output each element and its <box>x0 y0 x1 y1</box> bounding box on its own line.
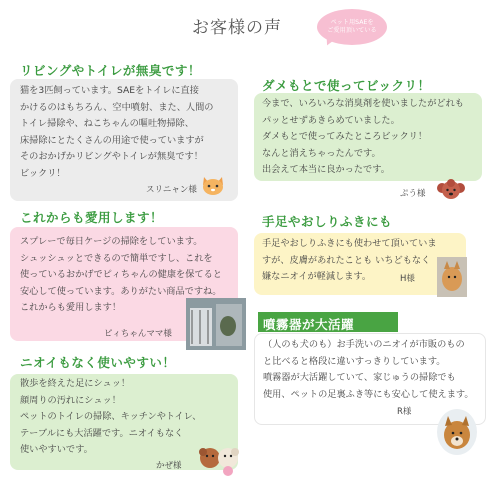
section-heading-continue: これからも愛用します！ <box>20 210 164 225</box>
signature: H様 <box>400 274 415 284</box>
testimonial-card <box>254 93 482 181</box>
shiba-dog-photo-icon <box>436 408 478 456</box>
testimonial-card <box>254 233 466 295</box>
text-line: なんと消えちゃったんです。 <box>262 147 381 159</box>
text-line: 安心して使っています。ありがたい商品ですね。 <box>20 285 222 297</box>
text-line: パッとせずあきらめていました。 <box>262 114 400 126</box>
text-line: 使っているおかげでピィちゃんの健康を保てると <box>20 269 222 280</box>
text-line: 使用、ペットの足裏ふき等にも安心して使えます。 <box>263 388 474 400</box>
text-line: （人のも犬のも）お手洗いのニオイが市販のもの <box>263 339 465 350</box>
text-line: 嫌なニオイが軽減します。 <box>262 271 372 282</box>
section-heading-wipes: 手足やおしりふきにも <box>262 214 393 229</box>
text-line: すが、皮膚があれたことも いちどもなく <box>262 254 431 266</box>
text-line: これからも愛用します！ <box>20 302 122 313</box>
testimonial-text <box>262 96 474 179</box>
text-line: 使いやすいです。 <box>20 444 93 455</box>
page-title: お客様の声 <box>192 18 282 38</box>
text-line: そのおかげかリビングやトイレが無臭です！ <box>20 151 203 162</box>
text-line: トイレ掃除や、ねこちゃんの嘔吐物掃除、 <box>20 118 194 129</box>
poodle-dogs-photo-icon <box>198 438 242 478</box>
signature: スリニャン様 <box>146 185 197 195</box>
text-line: 顔周りの汚れにシュッ！ <box>20 394 121 406</box>
signature: ピィちゃんママ様 <box>104 329 172 339</box>
testimonial-text <box>263 337 477 403</box>
section-heading-sprayer: 噴霧器が大活躍 <box>263 317 355 332</box>
badge-line-1: ペット用SAEを <box>330 18 374 26</box>
signature: ぷう様 <box>400 189 426 199</box>
text-line: テーブルにも大活躍です。ニオイもなく <box>20 427 184 439</box>
badge-line-2: ご愛用頂いている <box>327 27 377 34</box>
signature: R様 <box>397 407 412 417</box>
text-line: シュッシュッとできるので簡単ですし、これを <box>20 252 213 264</box>
text-line: 床掃除にとたくさんの用途で使っていますが <box>20 134 204 146</box>
text-line: 出会えて本当に良かったです。 <box>262 164 390 175</box>
text-line: 散歩を終えた足にシュッ！ <box>20 378 131 389</box>
text-line: 今まで、いろいろな消臭剤を使いましたがどれも <box>262 98 464 109</box>
text-line: ダメもとで使ってみたところビックリ！ <box>262 131 428 142</box>
signature: かぜ様 <box>156 461 182 471</box>
bird-cage-photo-icon <box>186 298 246 350</box>
section-heading-surprise: ダメもとで使ってビックリ！ <box>262 78 431 93</box>
text-line: と比べると格段に違いすっきりしています。 <box>263 355 446 367</box>
speech-bubble-badge <box>317 9 387 45</box>
dog-illustration-icon <box>436 178 466 204</box>
text-line: 手足やおしりふきにも使わせて頂いていま <box>262 238 437 249</box>
testimonial-text <box>262 236 458 286</box>
cat-photo-icon <box>437 257 467 297</box>
section-heading-odorless: リビングやトイレが無臭です！ <box>20 63 201 78</box>
text-line: かけるのはもちろん、空中噴射、また、人間の <box>20 101 214 113</box>
testimonial-text <box>20 83 230 182</box>
text-line: 猫を3匹飼っています。SAEをトイレに直接 <box>20 85 199 96</box>
text-line: 噴霧器が大活躍していて、家じゅうの掃除でも <box>263 372 456 383</box>
text-line: ビックリ！ <box>20 167 66 179</box>
section-heading-easy: ニオイもなく使いやすい！ <box>20 355 176 370</box>
text-line: スプレーで毎日ケージの掃除をしています。 <box>20 236 203 247</box>
cat-illustration-icon <box>200 173 226 197</box>
text-line: ペットのトイレの掃除、キッチンやトイレ、 <box>20 411 202 422</box>
